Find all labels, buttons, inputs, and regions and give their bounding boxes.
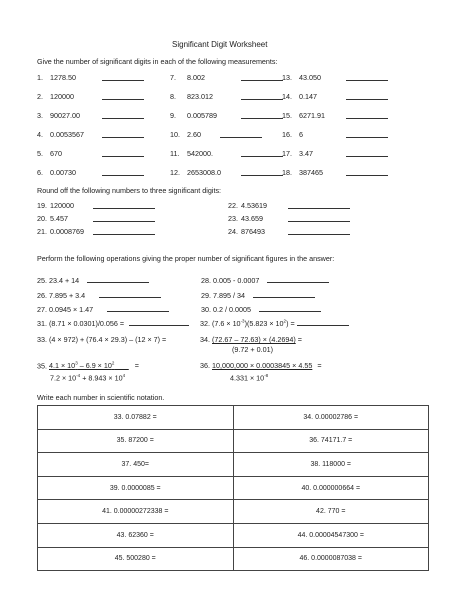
question-34	[200, 335, 302, 344]
numerator-part: 4.1 × 10	[49, 361, 76, 371]
answer-blank[interactable]	[346, 149, 388, 157]
exponent: -8	[264, 373, 269, 378]
item-number: 20.	[37, 214, 47, 223]
table-row	[38, 453, 429, 477]
answer-blank[interactable]	[288, 227, 350, 235]
rounding-value: 43.659	[241, 214, 263, 223]
rounding-item	[37, 201, 74, 210]
equals-sign: =	[297, 335, 302, 344]
measurement-item	[282, 73, 321, 82]
answer-blank[interactable]	[241, 168, 283, 176]
rounding-value: 4.53619	[241, 201, 267, 210]
exponent: -4	[76, 373, 81, 378]
item-number: 8.	[170, 92, 176, 101]
measurement-value: 6271.91	[299, 111, 325, 120]
table-row	[38, 429, 429, 453]
item-number: 12.	[170, 168, 180, 177]
question-32-text-a: 32. (7.6 × 10	[200, 319, 241, 328]
rounding-item	[228, 201, 267, 210]
exponent: -3	[240, 318, 245, 324]
answer-blank[interactable]	[267, 275, 329, 283]
table-cell[interactable]: 41. 0.00000272338 =	[38, 500, 234, 524]
answer-blank[interactable]	[102, 111, 144, 119]
item-number: 17.	[282, 149, 292, 158]
item-number: 6.	[37, 168, 43, 177]
item-number: 14.	[282, 92, 292, 101]
table-row	[38, 500, 429, 524]
measurement-item	[37, 111, 80, 120]
rounding-value: 120000	[50, 201, 74, 210]
scientific-notation-table	[37, 405, 429, 571]
answer-blank[interactable]	[102, 130, 144, 138]
measurement-item	[282, 92, 317, 101]
item-number: 21.	[37, 227, 47, 236]
item-number: 23.	[228, 214, 238, 223]
measurement-value: 43.050	[299, 73, 321, 82]
measurement-value: 120000	[50, 92, 74, 101]
answer-blank[interactable]	[87, 275, 149, 283]
item-number: 3.	[37, 111, 43, 120]
measurement-value: 0.147	[299, 92, 317, 101]
item-number: 5.	[37, 149, 43, 158]
question-35-number: 35.	[37, 361, 47, 371]
measurement-value: 542000.	[187, 149, 213, 158]
measurement-item	[37, 168, 76, 177]
question-36	[200, 361, 322, 370]
question-33: 33. (4 × 972) + (76.4 × 29.3) – (12 × 7) =	[37, 335, 167, 344]
measurement-value: 670	[50, 149, 62, 158]
section4-instruction: Write each number in scientific notation.	[37, 393, 165, 402]
table-cell[interactable]: 42. 770 =	[233, 500, 429, 524]
question-34-number: 34.	[200, 335, 210, 344]
table-row	[38, 406, 429, 430]
question-26-text: 26. 7.895 + 3.4	[37, 291, 86, 300]
rounding-item	[37, 214, 68, 223]
item-number: 13.	[282, 73, 292, 82]
rounding-item	[228, 214, 263, 223]
question-30	[201, 304, 321, 314]
table-cell[interactable]: 46. 0.0000087038 =	[233, 547, 429, 571]
answer-blank[interactable]	[93, 227, 155, 235]
section2-instruction: Round off the following numbers to three significant digits:	[37, 186, 222, 195]
rounding-item	[228, 227, 265, 236]
measurement-item	[170, 130, 201, 139]
table-cell[interactable]: 45. 500280 =	[38, 547, 234, 571]
answer-blank[interactable]	[241, 73, 283, 81]
question-31-text: 31. (8.71 × 0.0301)/0.056 =	[37, 319, 125, 328]
table-row	[38, 476, 429, 500]
section3-instruction: Perform the following operations giving the proper number of significant figures in the answer:	[37, 254, 335, 263]
question-27-text: 27. 0.0945 × 1.47	[37, 305, 94, 314]
answer-blank[interactable]	[346, 73, 388, 81]
question-35-numerator	[49, 361, 129, 370]
table-cell[interactable]: 33. 0.07882 =	[38, 406, 234, 430]
table-cell[interactable]: 38. 118000 =	[233, 453, 429, 477]
question-28-text: 28. 0.005 - 0.0007	[201, 276, 260, 285]
item-number: 24.	[228, 227, 238, 236]
item-number: 1.	[37, 73, 43, 82]
exponent: 3	[75, 361, 78, 366]
answer-blank[interactable]	[259, 304, 321, 312]
measurement-item	[170, 168, 221, 177]
answer-blank[interactable]	[102, 149, 144, 157]
equals-sign: =	[317, 361, 322, 370]
answer-blank[interactable]	[346, 92, 388, 100]
measurement-value: 3.47	[299, 149, 313, 158]
page-title: Significant Digit Worksheet	[172, 40, 268, 49]
answer-blank[interactable]	[93, 201, 155, 209]
measurement-item	[282, 168, 323, 177]
question-25-text: 25. 23.4 + 14	[37, 276, 80, 285]
question-32-text-c: ) =	[286, 319, 295, 328]
denominator-part: 4.331 × 10	[230, 373, 265, 383]
table-cell[interactable]: 40. 0.000000664 =	[233, 476, 429, 500]
answer-blank[interactable]	[241, 92, 283, 100]
answer-blank[interactable]	[288, 201, 350, 209]
measurement-value: 823.012	[187, 92, 213, 101]
answer-blank[interactable]	[220, 130, 262, 138]
numerator-part: – 6.9 × 10	[77, 361, 112, 371]
question-30-text: 30. 0.2 / 0.0005	[201, 305, 251, 314]
table-row	[38, 547, 429, 571]
answer-blank[interactable]	[102, 168, 144, 176]
table-row	[38, 523, 429, 547]
answer-blank[interactable]	[93, 214, 155, 222]
measurement-value: 90027.00	[50, 111, 80, 120]
measurement-item	[170, 73, 205, 82]
measurement-value: 2653008.0	[187, 168, 221, 177]
item-number: 2.	[37, 92, 43, 101]
section1-instruction: Give the number of significant digits in each of the following measurements:	[37, 57, 278, 66]
measurement-value: 0.005789	[187, 111, 217, 120]
question-29	[201, 290, 315, 300]
table-cell[interactable]: 44. 0.00004547300 =	[233, 523, 429, 547]
measurement-item	[170, 149, 213, 158]
question-36-numerator: 10,000,000 × 0.0003845 × 4.55	[212, 361, 313, 370]
item-number: 16.	[282, 130, 292, 139]
table-cell[interactable]: 39. 0.0000085 =	[38, 476, 234, 500]
measurement-item	[37, 73, 76, 82]
answer-blank[interactable]	[102, 73, 144, 81]
rounding-value: 0.0008769	[50, 227, 84, 236]
measurement-item	[170, 111, 217, 120]
item-number: 22.	[228, 201, 238, 210]
measurement-item	[282, 130, 303, 139]
question-28	[201, 275, 329, 285]
question-35	[37, 361, 139, 370]
question-35-denominator	[50, 373, 125, 382]
table-cell[interactable]: 34. 0.00002786 =	[233, 406, 429, 430]
item-number: 18.	[282, 168, 292, 177]
rounding-item	[37, 227, 84, 236]
measurement-value: 1278.50	[50, 73, 76, 82]
exponent: 2	[283, 318, 287, 324]
measurement-value: 387465	[299, 168, 323, 177]
answer-blank[interactable]	[297, 318, 349, 326]
question-27	[37, 304, 169, 314]
rounding-value: 876493	[241, 227, 265, 236]
measurement-value: 2.60	[187, 130, 201, 139]
answer-blank[interactable]	[241, 111, 283, 119]
question-29-text: 29. 7.895 / 34	[201, 291, 245, 300]
answer-blank[interactable]	[102, 92, 144, 100]
table-cell[interactable]: 36. 74171.7 =	[233, 429, 429, 453]
question-34-numerator: (72.67 – 72.63) × (4.2694)	[212, 335, 296, 344]
question-32	[200, 318, 349, 328]
exponent: 4	[122, 373, 126, 378]
answer-blank[interactable]	[253, 290, 315, 298]
answer-blank[interactable]	[99, 290, 161, 298]
denominator-part: 7.2 × 10	[50, 373, 77, 383]
item-number: 15.	[282, 111, 292, 120]
measurement-item	[37, 92, 74, 101]
table-cell[interactable]: 37. 450=	[38, 453, 234, 477]
question-25	[37, 275, 149, 285]
measurement-value: 0.00730	[50, 168, 76, 177]
item-number: 10.	[170, 130, 180, 139]
exponent: 2	[111, 361, 115, 366]
measurement-value: 8.002	[187, 73, 205, 82]
question-31	[37, 318, 189, 328]
equals-sign: =	[134, 361, 139, 371]
answer-blank[interactable]	[346, 168, 388, 176]
question-32-text-b: )(5.823 × 10	[244, 319, 284, 328]
item-number: 11.	[170, 149, 180, 158]
table-cell[interactable]: 35. 87200 =	[38, 429, 234, 453]
answer-blank[interactable]	[288, 214, 350, 222]
measurement-value: 0.0053567	[50, 130, 84, 139]
answer-blank[interactable]	[241, 149, 283, 157]
question-34-denominator: (9.72 + 0.01)	[232, 345, 273, 354]
question-36-number: 36.	[200, 361, 210, 370]
question-36-denominator	[230, 373, 268, 382]
measurement-value: 6	[299, 130, 303, 139]
rounding-value: 5.457	[50, 214, 68, 223]
item-number: 19.	[37, 201, 47, 210]
measurement-item	[37, 149, 62, 158]
answer-blank[interactable]	[129, 318, 189, 326]
item-number: 4.	[37, 130, 43, 139]
measurement-item	[282, 111, 325, 120]
table-cell[interactable]: 43. 62360 =	[38, 523, 234, 547]
measurement-item	[170, 92, 213, 101]
denominator-part: + 8.943 × 10	[80, 373, 123, 383]
measurement-item	[282, 149, 313, 158]
answer-blank[interactable]	[107, 304, 169, 312]
answer-blank[interactable]	[346, 130, 388, 138]
item-number: 7.	[170, 73, 176, 82]
item-number: 9.	[170, 111, 176, 120]
measurement-item	[37, 130, 84, 139]
answer-blank[interactable]	[346, 111, 388, 119]
question-26	[37, 290, 161, 300]
